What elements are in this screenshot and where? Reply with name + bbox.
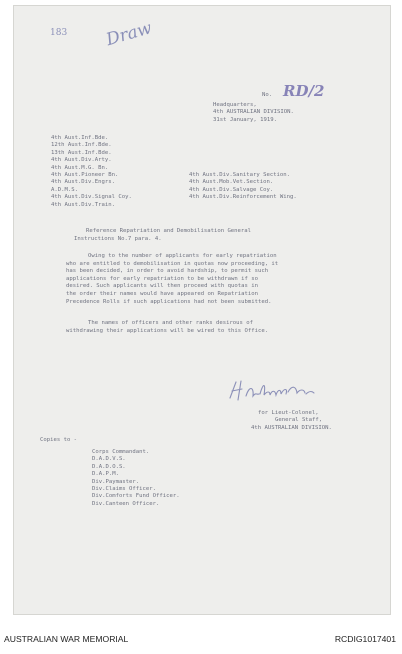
copy-recipient: D.A.D.O.S. (92, 463, 126, 470)
addressee: 4th Aust.Div.Salvage Coy. (189, 186, 274, 193)
copy-recipient: Corps Commandant. (92, 449, 150, 455)
handwritten-note: Draw (104, 18, 155, 51)
addressee: 4th Aust.Mob.Vet.Section. (189, 179, 274, 186)
body-line: desired. Such applicants will then proceed with quotas in (66, 283, 258, 290)
signature-line: 4th AUSTRALIAN DIVISION. (251, 424, 332, 431)
signature-line: for Lieut-Colonel, (258, 410, 319, 416)
body-line: the order their names would have appeared on Repatriation (66, 290, 258, 297)
copy-recipient: Div.Paymaster. (92, 478, 140, 485)
addressee: 4th Aust.Div.Train. (51, 201, 115, 208)
addressee: 4th Aust.Div.Arty. (51, 157, 112, 164)
copy-recipient: Div.Comforts Fund Officer. (92, 493, 180, 500)
body-paragraph-2 (66, 320, 268, 335)
addressee: 4th Aust.Div.Reinforcement Wing. (189, 194, 297, 201)
file-ref-label: No. (262, 92, 273, 98)
archive-footer-title: AUSTRALIAN WAR MEMORIAL (4, 634, 129, 644)
body-line: who are entitled to demobilisation in quotas now proceeding, it (66, 260, 279, 267)
page-number: 183 (50, 28, 68, 38)
addressee: 13th Aust.Inf.Bde. (51, 149, 112, 156)
reference-text: Instructions No.7 para. 4. (74, 235, 162, 242)
document-page (14, 6, 390, 614)
addressee-list-left (51, 135, 132, 209)
addressee: 4th Aust.Pioneer Bn. (51, 172, 119, 179)
copy-recipient: D.A.D.V.S. (92, 456, 126, 463)
body-line: applications for early repatriation to be withdrawn if so (66, 275, 258, 282)
copies-label: Copies to - (40, 437, 78, 443)
copy-recipient: Div.Canteen Officer. (92, 500, 160, 507)
addressee-list-right (189, 172, 297, 202)
body-line: Precedence Rolls if such applications had not been submitted. (66, 298, 272, 305)
addressee: 12th Aust.Inf.Bde. (51, 142, 112, 149)
addressee: 4th Aust.Div.Sanitary Section. (189, 172, 291, 178)
addressee: 4th Aust.M.G. Bn. (51, 164, 109, 171)
addressee: 4th Aust.Div.Engrs. (51, 179, 115, 186)
body-line: Owing to the number of applicants for early repatriation (88, 253, 277, 259)
signature-block (251, 410, 332, 432)
signature-image (226, 374, 326, 408)
reference-text: Reference Repatriation and Demobilisation General (86, 228, 252, 234)
body-line: withdrawing their applications will be wired to this Office. (66, 327, 269, 334)
body-line: The names of officers and other ranks desirous of (88, 320, 254, 326)
addressee: 4th Aust.Div.Signal Coy. (51, 194, 132, 201)
reference-line (74, 228, 252, 243)
addressee: 4th Aust.Inf.Bde. (51, 135, 109, 141)
header-date-line: 31st January, 1919. (213, 116, 277, 123)
signature-line: General Staff, (275, 417, 323, 424)
copies-list (92, 449, 180, 508)
letterhead (213, 102, 294, 124)
addressee: A.D.M.S. (51, 186, 78, 193)
header-unit-line: Headquarters, (213, 102, 257, 108)
archive-footer-id: RCDIG1017401 (334, 634, 396, 644)
file-ref-stamp: RD/2 (283, 82, 325, 100)
body-paragraph-1 (66, 253, 278, 306)
body-line: has been decided, in order to avoid hardship, to permit such (66, 268, 269, 275)
header-division-line: 4th AUSTRALIAN DIVISION. (213, 109, 294, 116)
copy-recipient: Div.Claims Officer. (92, 486, 156, 493)
copy-recipient: D.A.P.M. (92, 471, 119, 478)
